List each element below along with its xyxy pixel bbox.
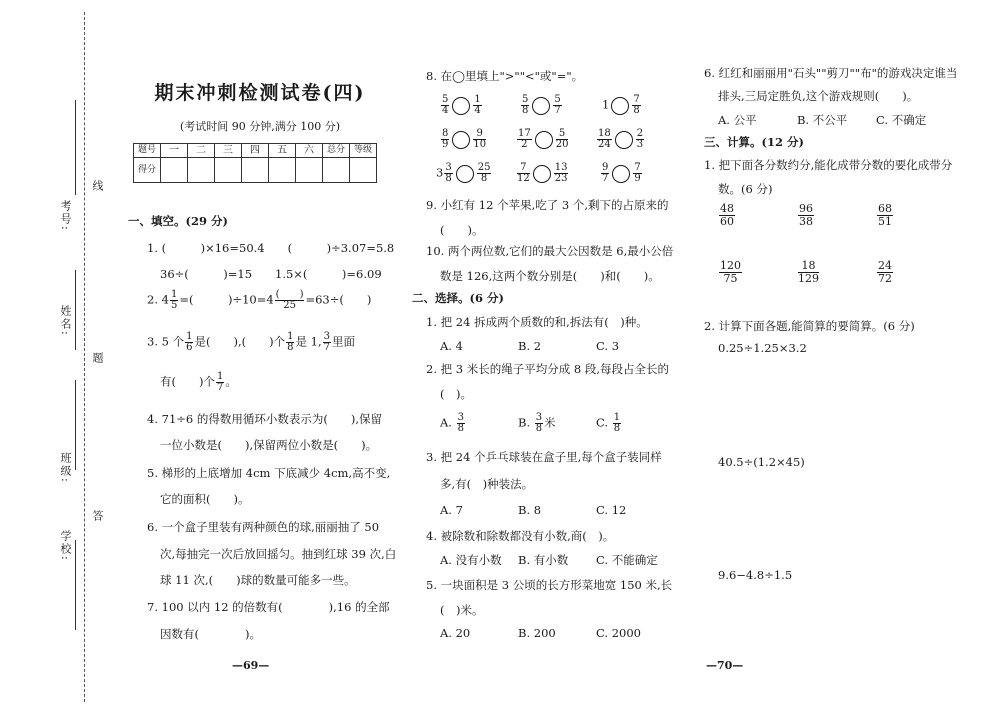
page-number-right: —70— — [706, 659, 744, 672]
compare-circle[interactable] — [452, 97, 470, 115]
c2-line2: ( )。 — [440, 387, 472, 401]
c5-option-a[interactable]: A. 20 — [440, 626, 471, 640]
score-table-score-row — [134, 158, 377, 183]
class-label: 班级: — [59, 452, 72, 484]
fraction: $\frac{5}{8}$ — [522, 94, 529, 116]
c3-option-b[interactable]: B. 8 — [518, 503, 542, 517]
compare-circle[interactable] — [452, 131, 470, 149]
q5-line2: 它的面积( )。 — [160, 492, 250, 506]
score-input-cell[interactable] — [161, 158, 188, 183]
q2-line — [147, 290, 371, 311]
fraction: $\frac{1}{5}$ — [170, 289, 178, 311]
score-input-cell[interactable] — [269, 158, 296, 183]
c3-option-c[interactable]: C. 12 — [596, 503, 627, 517]
c4-question: 4. 被除数和除数都没有小数,商( )。 — [426, 529, 615, 543]
compare-circle[interactable] — [611, 97, 629, 115]
fraction: $\frac{1}{8}$ — [613, 412, 621, 434]
k2-instruction: 2. 计算下面各题,能简算的要简算。(6 分) — [704, 319, 915, 333]
compare-row-3 — [436, 163, 492, 184]
compare-row-3 — [516, 163, 569, 184]
q5-line1: 5. 梯形的上底增加 4cm 下底减少 4cm,高不变, — [147, 466, 391, 480]
reduce-fraction: $\frac{68}{51}$ — [878, 202, 892, 228]
score-cell: 二 — [188, 144, 215, 158]
q7-line2: 因数有( )。 — [160, 627, 261, 641]
compare-circle[interactable] — [532, 97, 550, 115]
score-cell: 一 — [161, 144, 188, 158]
score-cell: 三 — [215, 144, 242, 158]
c6-line1: 6. 红红和丽丽用"石头""剪刀""布"的游戏决定谁当 — [704, 66, 958, 80]
binding-dashed-line — [84, 12, 85, 702]
compare-circle[interactable] — [612, 165, 630, 183]
score-input-cell[interactable] — [350, 158, 377, 183]
fraction: $\frac{5}{20}$ — [555, 128, 569, 150]
c3-line1: 3. 把 24 个乒乓球装在盒子里,每个盒子装同样 — [426, 450, 662, 464]
fraction: $\frac{7}{12}$ — [517, 162, 530, 184]
q4-line1: 4. 71÷6 的得数用循环小数表示为( ),保留 — [147, 412, 382, 426]
k1-line1: 1. 把下面各分数约分,能化成带分数的要化成带分 — [704, 158, 953, 172]
exam-number-line — [75, 100, 76, 195]
c2-option-b[interactable]: B. $\frac{3}{8}$ 米 — [518, 412, 556, 434]
c2-option-c[interactable]: C. $\frac{1}{8}$ — [596, 412, 621, 434]
class-line — [75, 380, 76, 470]
c6-option-b[interactable]: B. 不公平 — [797, 113, 848, 127]
reduce-fraction: $\frac{24}{72}$ — [878, 259, 892, 285]
fraction: $\frac{3}{8}$ — [535, 412, 543, 434]
section-fill-blank: 一、填空。(29 分) — [128, 214, 228, 228]
score-cell: 五 — [269, 144, 296, 158]
q2-mid: =( )÷10=4 — [179, 292, 274, 307]
c5-option-b[interactable]: B. 200 — [518, 626, 556, 640]
score-cell: 总分 — [323, 144, 350, 158]
score-table-header-row — [134, 144, 377, 158]
fraction: $\frac{7}{9}$ — [634, 162, 641, 184]
exam-number-label: 考号: — [59, 200, 72, 232]
page-title: 期末冲刺检测试卷(四) — [154, 82, 366, 104]
c5-line1: 5. 一块面积是 3 公顷的长方形菜地宽 150 米,长 — [426, 578, 673, 592]
name-line — [75, 270, 76, 350]
binding-word-answer: 答 — [91, 510, 104, 521]
q6-line3: 球 11 次,( )球的数量可能多一些。 — [160, 573, 356, 587]
fraction: $\frac{7}{8}$ — [633, 94, 640, 116]
c6-line2: 排头,三局定胜负,这个游戏规则( )。 — [718, 89, 919, 103]
fraction: $\frac{( )}{25}$ — [275, 289, 304, 311]
q1-line1: 1. ( )×16=50.4 ( )÷3.07=5.8 — [147, 241, 395, 255]
q10-line1: 10. 两个两位数,它们的最大公因数是 6,最小公倍 — [426, 244, 674, 258]
whole-number: 1 — [602, 97, 610, 112]
reduce-fraction: $\frac{96}{38}$ — [799, 202, 813, 228]
c1-question: 1. 把 24 拆成两个质数的和,拆法有( )种。 — [426, 315, 648, 329]
fraction: $\frac{17}{2}$ — [518, 128, 531, 150]
c1-option-b[interactable]: B. 2 — [518, 339, 542, 353]
binding-strip — [0, 0, 110, 708]
score-cell: 题号 — [134, 144, 161, 158]
fraction: $\frac{3}{8}$ — [445, 162, 452, 184]
fraction: $\frac{5}{4}$ — [442, 94, 449, 116]
c2-line1: 2. 把 3 米长的绳子平均分成 8 段,每段占全长的 — [426, 362, 670, 376]
score-input-cell[interactable] — [215, 158, 242, 183]
q7-line1: 7. 100 以内 12 的倍数有( ),16 的全部 — [147, 600, 390, 614]
exam-info: (考试时间 90 分钟,满分 100 分) — [179, 120, 341, 133]
expression-1: 0.25÷1.25×3.2 — [718, 341, 807, 355]
q2-prefix: 2. 4 — [147, 292, 169, 307]
compare-row-2 — [516, 129, 569, 150]
q10-line2: 数是 126,这两个数分别是( )和( )。 — [440, 269, 660, 283]
c5-option-c[interactable]: C. 2000 — [596, 626, 641, 640]
compare-circle[interactable] — [456, 165, 474, 183]
c1-option-a[interactable]: A. 4 — [440, 339, 463, 353]
score-input-cell[interactable] — [188, 158, 215, 183]
section-calc: 三、计算。(12 分) — [704, 135, 804, 149]
fraction: $\frac{3}{8}$ — [457, 412, 464, 434]
school-line — [75, 540, 76, 630]
score-cell: 得分 — [134, 158, 161, 183]
k1-line2: 数。(6 分) — [718, 182, 773, 196]
fraction: $\frac{8}{9}$ — [442, 128, 449, 150]
compare-row-1 — [520, 95, 563, 116]
c5-line2: ( )米。 — [440, 603, 484, 617]
fraction: $\frac{25}{8}$ — [477, 162, 491, 184]
compare-circle[interactable] — [535, 131, 553, 149]
school-label: 学校: — [59, 530, 72, 562]
q1-line2: 36÷( )=15 1.5×( )=6.09 — [160, 267, 382, 281]
fraction: $\frac{1}{4}$ — [474, 94, 481, 116]
q4-line2: 一位小数是( ),保留两位小数是( )。 — [160, 438, 378, 452]
c3-option-a[interactable]: A. 7 — [440, 503, 463, 517]
section-choice: 二、选择。(6 分) — [412, 291, 504, 305]
q6-line2: 次,每抽完一次后放回摇匀。抽到红球 39 次,白 — [160, 547, 397, 561]
c6-option-a[interactable]: A. 公平 — [718, 113, 757, 127]
fraction: $\frac{13}{23}$ — [554, 162, 568, 184]
score-input-cell[interactable] — [296, 158, 323, 183]
c3-line2: 多,有( )种装法。 — [440, 477, 534, 491]
fraction: $\frac{9}{10}$ — [473, 128, 487, 150]
fraction: $\frac{5}{7}$ — [554, 94, 561, 116]
q9-line2: ( )。 — [440, 223, 484, 237]
reduce-fraction: $\frac{18}{129}$ — [798, 259, 819, 285]
score-input-cell[interactable] — [323, 158, 350, 183]
q3-line1: 3. 5 个 $\frac{1}{6}$ 是( ),( )个 $\frac{1}{8}$ 是 1, $\frac{3}{7}$ 里面 — [147, 331, 355, 353]
q3-line2: 有( )个 $\frac{1}{7}$ 。 — [160, 371, 237, 393]
compare-row-1 — [440, 95, 483, 116]
q2-end: =63÷( ) — [305, 292, 372, 307]
score-input-cell[interactable] — [242, 158, 269, 183]
expression-3: 9.6−4.8÷1.5 — [718, 568, 793, 582]
binding-word-question: 题 — [91, 352, 104, 363]
compare-row-2 — [440, 129, 487, 150]
c4-option-c[interactable]: C. 不能确定 — [596, 553, 658, 567]
fraction: $\frac{18}{24}$ — [598, 128, 611, 150]
fraction: $\frac{1}{8}$ — [287, 331, 294, 353]
compare-circle[interactable] — [615, 131, 633, 149]
score-cell: 等级 — [350, 144, 377, 158]
compare-row-2 — [596, 129, 645, 150]
whole-number: 3 — [436, 165, 444, 180]
fraction: $\frac{2}{3}$ — [636, 128, 644, 150]
fraction: $\frac{3}{7}$ — [323, 331, 330, 353]
c2-option-a[interactable]: A. $\frac{3}{8}$ — [440, 412, 464, 434]
score-table — [133, 143, 377, 183]
c4-option-b[interactable]: B. 有小数 — [518, 553, 569, 567]
fraction: $\frac{1}{6}$ — [186, 331, 193, 353]
compare-circle[interactable] — [533, 165, 551, 183]
fraction: $\frac{9}{7}$ — [602, 162, 609, 184]
reduce-fraction: $\frac{48}{60}$ — [720, 202, 734, 228]
compare-row-3 — [600, 163, 643, 184]
q6-line1: 6. 一个盒子里装有两种颜色的球,丽丽抽了 50 — [147, 520, 380, 534]
score-cell: 四 — [242, 144, 269, 158]
name-label: 姓名: — [59, 305, 72, 337]
binding-word-line: 线 — [91, 180, 104, 191]
q8-instruction: 8. 在◯里填上">""<"或"="。 — [426, 69, 584, 83]
expression-2: 40.5÷(1.2×45) — [718, 455, 805, 469]
fraction: $\frac{1}{7}$ — [216, 371, 224, 393]
q9-line1: 9. 小红有 12 个苹果,吃了 3 个,剩下的占原来的 — [426, 198, 669, 212]
c6-option-c[interactable]: C. 不确定 — [876, 113, 927, 127]
page-number-left: —69— — [232, 659, 270, 672]
c4-option-a[interactable]: A. 没有小数 — [440, 553, 502, 567]
compare-row-1 — [602, 95, 642, 116]
c1-option-c[interactable]: C. 3 — [596, 339, 620, 353]
reduce-fraction: $\frac{120}{75}$ — [720, 259, 741, 285]
score-cell: 六 — [296, 144, 323, 158]
